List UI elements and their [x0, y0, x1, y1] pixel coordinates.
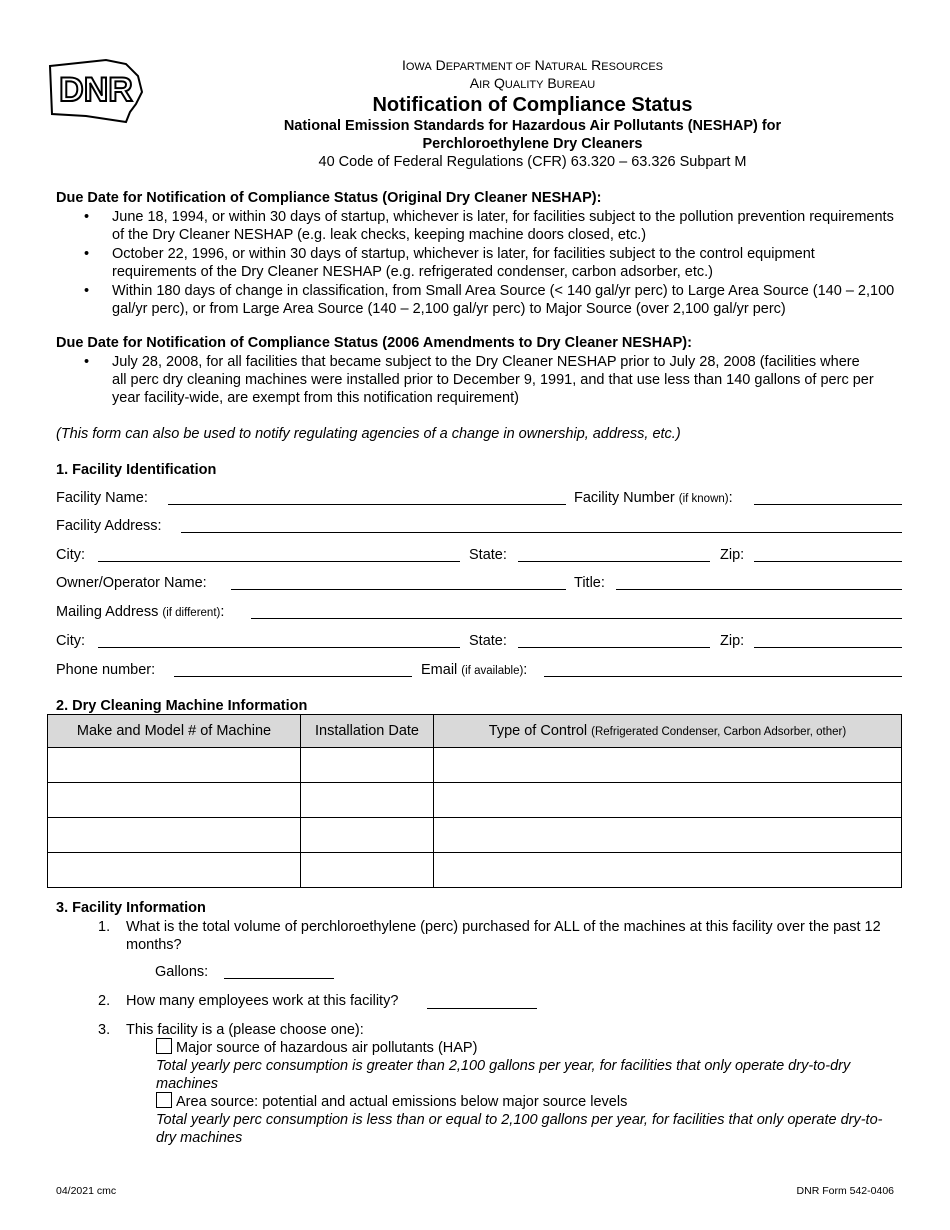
email-field[interactable]: [544, 676, 902, 677]
facility-name-label: Facility Name:: [56, 490, 148, 506]
cfr-reference: 40 Code of Federal Regulations (CFR) 63.320 – 63.326 Subpart M: [318, 154, 747, 170]
mailing-city-label: City:: [56, 633, 85, 649]
due-amendments-heading: Due Date for Notification of Compliance Status (2006 Amendments to Dry Cleaner NESHAP):: [56, 335, 692, 351]
city-label: City:: [56, 547, 85, 563]
area-source-option: [156, 1092, 891, 1147]
mailing-state-label: State:: [469, 633, 507, 649]
make-cell[interactable]: [48, 783, 301, 818]
col-control-header: Type of Control (Refrigerated Condenser, Carbon Adsorber, other): [434, 715, 902, 748]
owner-name-field[interactable]: [231, 589, 566, 590]
mailing-city-field[interactable]: [98, 647, 460, 648]
title-field[interactable]: [616, 589, 902, 590]
form-note: (This form can also be used to notify regulating agencies of a change in ownership, address, etc.): [56, 426, 681, 442]
make-cell[interactable]: [48, 748, 301, 783]
mailing-address-label: Mailing Address (if different):: [56, 604, 225, 620]
mailing-zip-field[interactable]: [754, 647, 902, 648]
table-row: [48, 818, 902, 853]
gallons-field[interactable]: [224, 978, 334, 979]
list-item: • July 28, 2008, for all facilities that became subject to the Dry Cleaner NESHAP prior to July 28, 2008 (facilities where all perc dry cleaning machines were installed prior to December 9, 1991, and that use less than 140 gallons of perc per year facility-wide, are exempt from this notification requirement): [56, 353, 876, 407]
table-row: [48, 853, 902, 888]
phone-label: Phone number:: [56, 662, 156, 678]
facility-name-field[interactable]: [168, 504, 566, 505]
footer-form-number: DNR Form 542-0406: [796, 1185, 894, 1197]
email-label: Email (if available):: [421, 662, 528, 678]
facility-number-field[interactable]: [754, 504, 902, 505]
make-cell[interactable]: [48, 853, 301, 888]
zip-label: Zip:: [720, 547, 745, 563]
section2-heading: 2. Dry Cleaning Machine Information: [56, 698, 308, 714]
city-field[interactable]: [98, 561, 460, 562]
table-row: [48, 783, 902, 818]
question-3: 3. This facility is a (please choose one):: [98, 1022, 364, 1038]
facility-address-label: Facility Address:: [56, 518, 162, 534]
control-cell[interactable]: [434, 818, 902, 853]
section1-heading: 1. Facility Identification: [56, 462, 217, 478]
city-row: [56, 546, 902, 566]
major-source-label: Major source of hazardous air pollutants (HAP): [176, 1040, 478, 1056]
footer-date: 04/2021 cmc: [56, 1185, 117, 1197]
mailing-address-field[interactable]: [251, 618, 902, 619]
page-title: Notification of Compliance Status: [372, 94, 693, 116]
question-2: 2. How many employees work at this facility?: [98, 993, 399, 1009]
control-cell[interactable]: [434, 748, 902, 783]
facility-name-row: [56, 489, 902, 509]
subtitle-line2: Perchloroethylene Dry Cleaners: [422, 136, 643, 152]
subtitle-line1: National Emission Standards for Hazardous Air Pollutants (NESHAP) for: [283, 118, 782, 134]
major-source-checkbox[interactable]: [156, 1038, 172, 1054]
machine-table: [47, 714, 902, 888]
control-cell[interactable]: [434, 783, 902, 818]
state-label: State:: [469, 547, 507, 563]
date-cell[interactable]: [301, 818, 434, 853]
state-field[interactable]: [518, 561, 710, 562]
major-source-option: [156, 1038, 891, 1093]
agency-name: IOWA DEPARTMENT OF NATURAL RESOURCES: [401, 57, 664, 73]
mailing-zip-label: Zip:: [720, 633, 745, 649]
title-label: Title:: [574, 575, 605, 591]
area-source-label: Area source: potential and actual emissions below major source levels: [176, 1094, 628, 1110]
mailing-city-row: [56, 632, 902, 652]
contact-row: [56, 661, 902, 681]
date-cell[interactable]: [301, 748, 434, 783]
facility-address-row: [56, 517, 902, 537]
due-original-list: [56, 208, 896, 319]
employees-field[interactable]: [427, 1008, 537, 1009]
date-cell[interactable]: [301, 783, 434, 818]
list-item: • October 22, 1996, or within 30 days of startup, whichever is later, for facilities subject to the control equipment requirements of the Dry Cleaner NESHAP (e.g. refrigerated condenser, carbon adsorber, etc.): [56, 245, 896, 281]
due-original-heading: Due Date for Notification of Compliance Status (Original Dry Cleaner NESHAP):: [56, 190, 602, 206]
table-row: [48, 748, 902, 783]
owner-name-label: Owner/Operator Name:: [56, 575, 207, 591]
col-make-header: Make and Model # of Machine: [48, 715, 301, 748]
list-item: • June 18, 1994, or within 30 days of startup, whichever is later, for facilities subject to the pollution prevention requirements of the Dry Cleaner NESHAP (e.g. leak checks, keeping machine doors closed, etc.): [56, 208, 896, 244]
mailing-row: [56, 603, 902, 623]
list-item: • Within 180 days of change in classification, from Small Area Source (< 140 gal/yr perc) to Large Area Source (140 – 2,100 gal/yr perc), or from Large Area Source (140 – 2,100 gal/yr perc) to Major Source (over 2,100 gal/yr perc): [56, 282, 896, 318]
due-amendments-list: [56, 353, 876, 408]
make-cell[interactable]: [48, 818, 301, 853]
logo-text: DNR: [59, 71, 133, 109]
gallons-label: Gallons:: [155, 964, 209, 980]
section3-heading: 3. Facility Information: [56, 900, 206, 916]
facility-address-field[interactable]: [181, 532, 902, 533]
area-source-checkbox[interactable]: [156, 1092, 172, 1108]
area-source-note: Total yearly perc consumption is less than or equal to 2,100 gallons per year, for facilities that only operate dry-to-dry machines: [156, 1112, 883, 1146]
col-date-header: Installation Date: [301, 715, 434, 748]
major-source-note: Total yearly perc consumption is greater than 2,100 gallons per year, for facilities that only operate dry-to-dry machines: [156, 1058, 851, 1092]
bureau-name: AIR QUALITY BUREAU: [469, 75, 596, 91]
zip-field[interactable]: [754, 561, 902, 562]
dnr-logo: [46, 56, 146, 124]
table-header-row: [48, 715, 902, 748]
mailing-state-field[interactable]: [518, 647, 710, 648]
control-cell[interactable]: [434, 853, 902, 888]
facility-number-label: Facility Number (if known):: [574, 490, 733, 506]
date-cell[interactable]: [301, 853, 434, 888]
question-1: 1. What is the total volume of perchloroethylene (perc) purchased for ALL of the machines at this facility over the past 12 months?: [98, 919, 881, 953]
owner-row: [56, 574, 902, 594]
phone-field[interactable]: [174, 676, 412, 677]
